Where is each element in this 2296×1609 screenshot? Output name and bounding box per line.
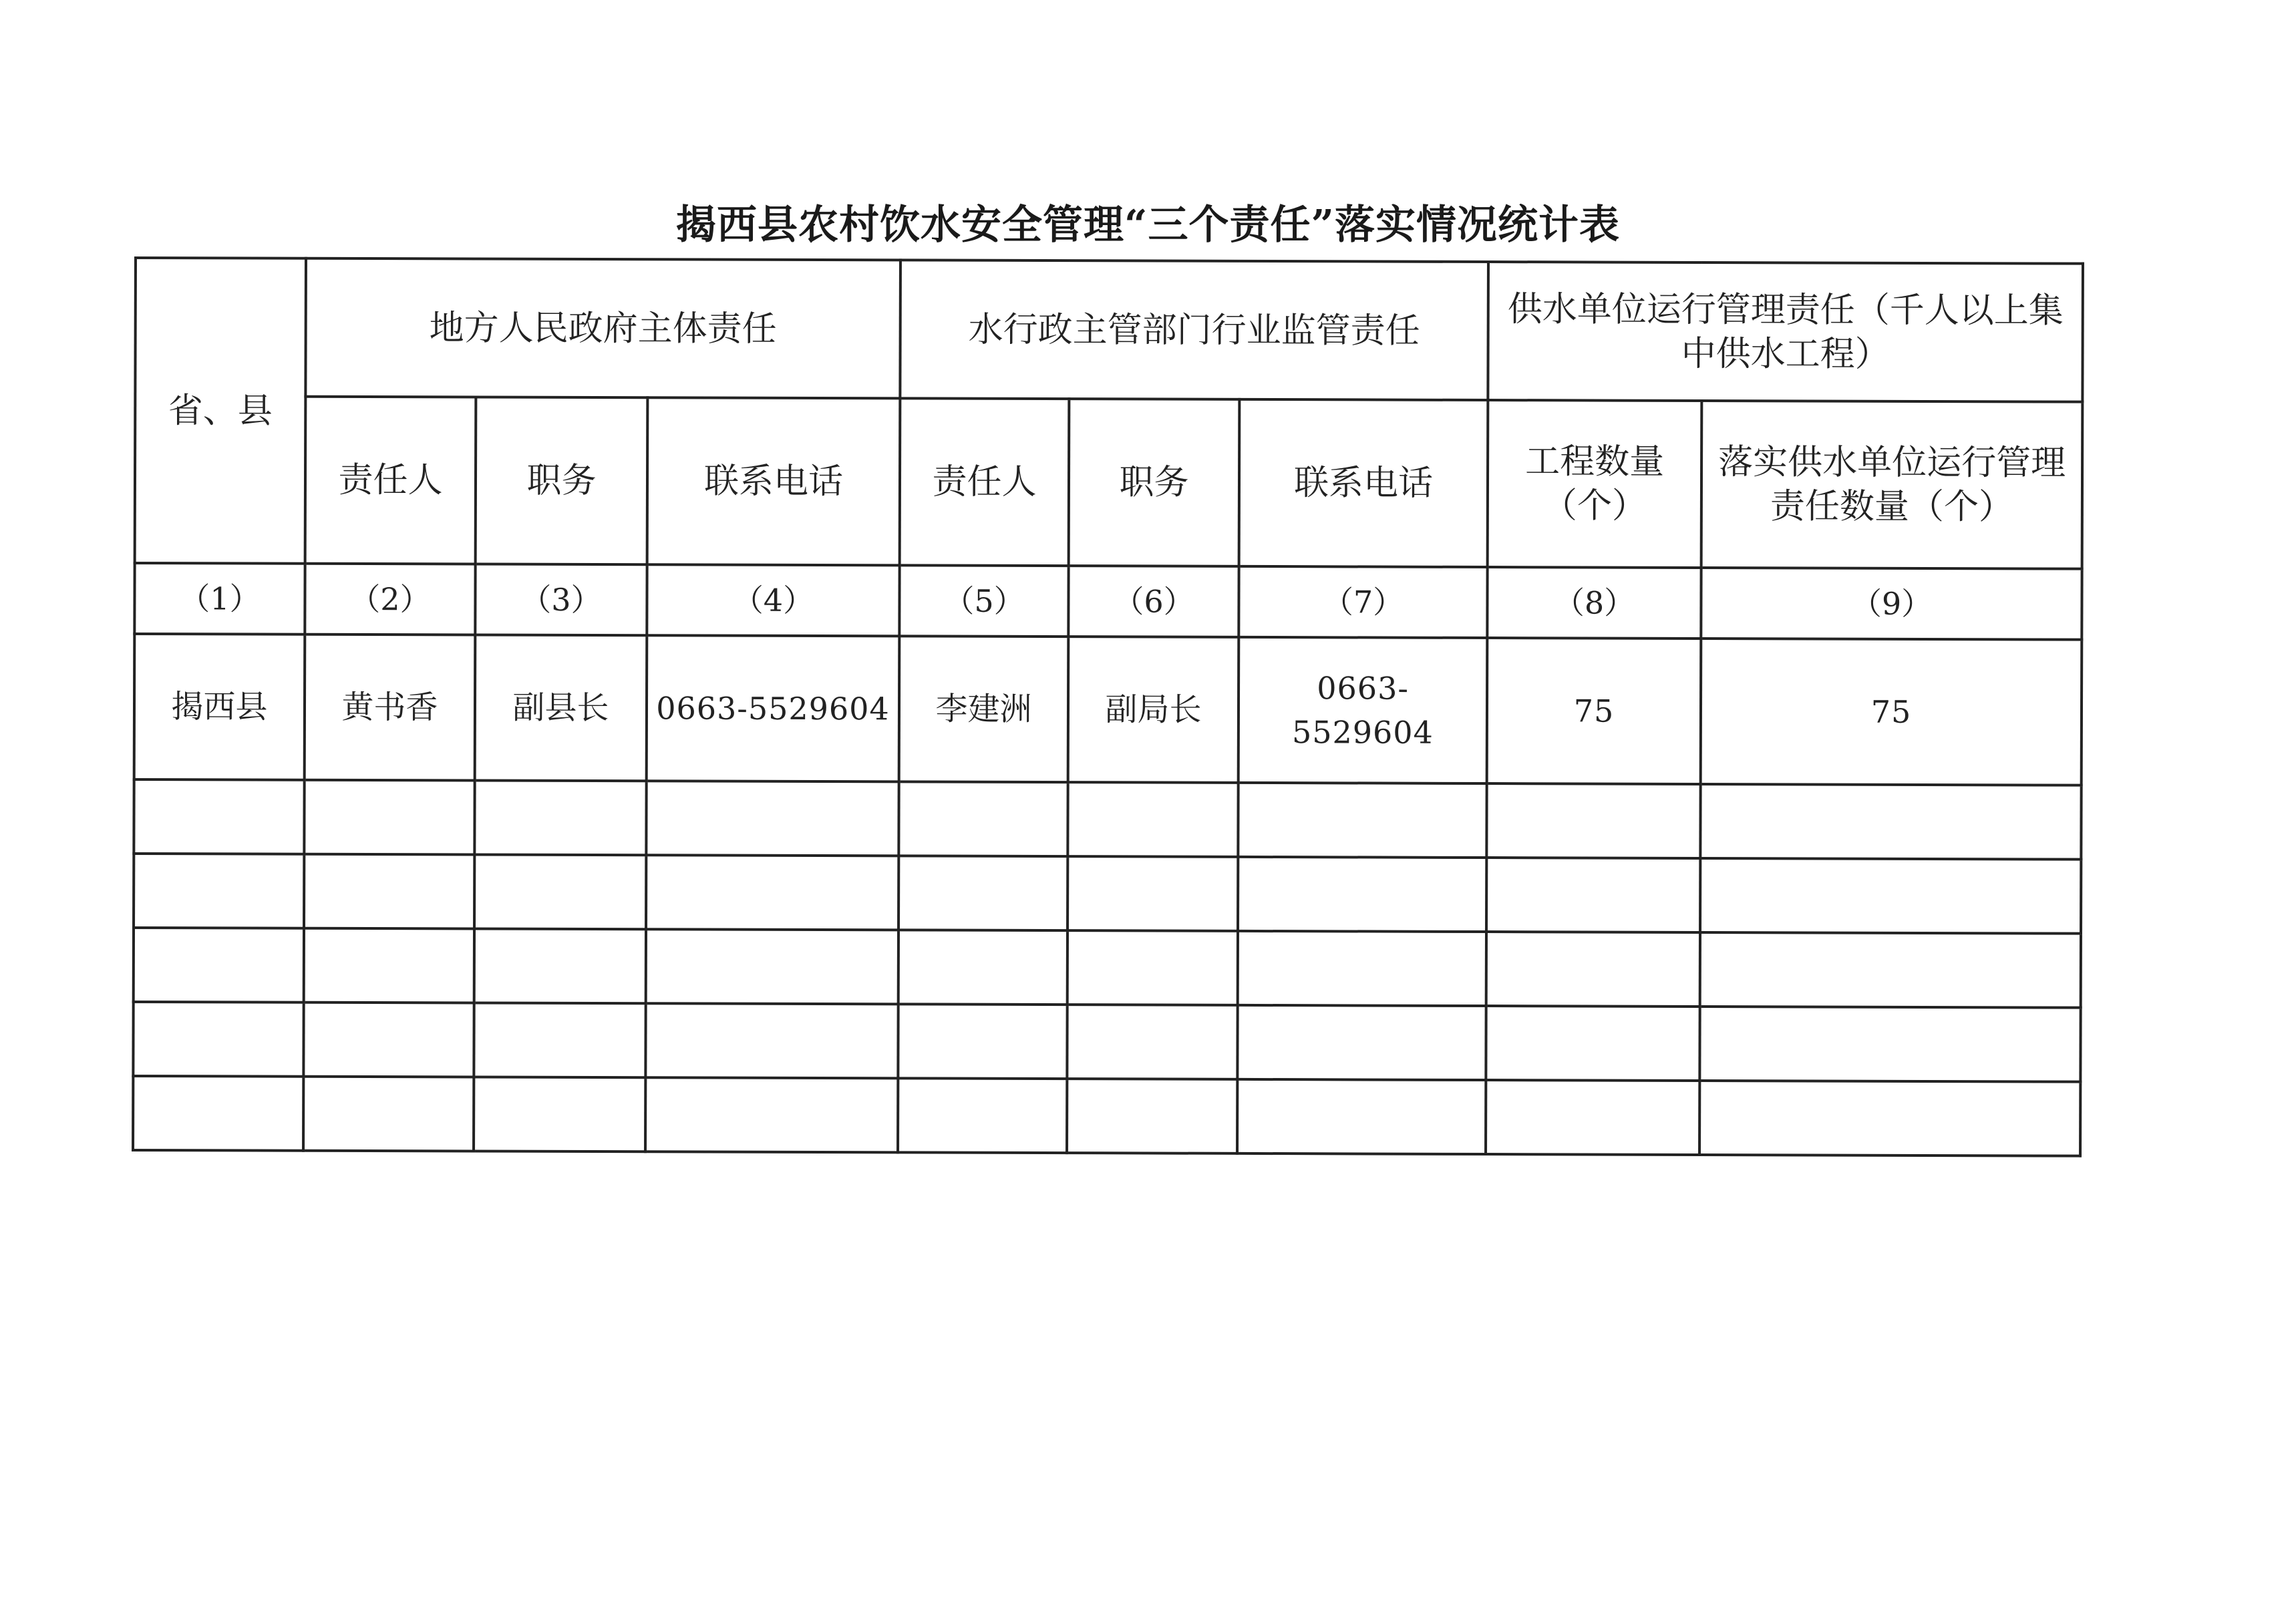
gov-person-header: 责任人 (305, 397, 476, 564)
empty-cell (898, 1078, 1067, 1153)
document-title: 揭西县农村饮水安全管理“三个责任”落实情况统计表 (675, 202, 1621, 248)
group-header-row (135, 258, 2083, 402)
empty-cell (646, 929, 898, 1004)
column-index-row (134, 563, 2082, 640)
empty-cell (474, 929, 646, 1004)
gov-title-cell: 副县长 (475, 635, 647, 781)
empty-cell (474, 781, 646, 856)
empty-cell (1238, 783, 1486, 858)
empty-cell (134, 779, 304, 854)
empty-cell (133, 1076, 303, 1151)
gov-phone-cell: 0663-5529604 (647, 635, 900, 781)
empty-cell (898, 1004, 1067, 1079)
empty-row (134, 854, 2081, 934)
column-index: （3） (475, 564, 647, 636)
empty-cell (645, 1003, 898, 1078)
empty-cell (1237, 1005, 1486, 1080)
empty-cell (1067, 1079, 1237, 1153)
empty-cell (304, 928, 474, 1003)
gov-title-header: 职务 (476, 397, 648, 565)
empty-cell (1067, 1005, 1237, 1079)
dept-title-header: 职务 (1069, 399, 1240, 566)
dept-phone-cell: 0663-5529604 (1239, 637, 1488, 783)
column-index: （2） (305, 564, 475, 635)
empty-cell (898, 930, 1068, 1005)
empty-cell (898, 781, 1068, 856)
column-index: （4） (647, 564, 899, 636)
empty-cell (134, 854, 304, 928)
column-index: （7） (1239, 566, 1487, 638)
empty-cell (1699, 1081, 2080, 1156)
empty-cell (1068, 930, 1238, 1005)
empty-row (133, 1076, 2080, 1156)
water-dept-responsibility-header: 水行政主管部门行业监管责任 (900, 260, 1488, 400)
empty-cell (303, 1077, 474, 1151)
empty-cell (133, 1002, 303, 1077)
unit-count-cell: 75 (1701, 639, 2082, 785)
empty-cell (474, 1077, 645, 1152)
empty-cell (645, 1077, 898, 1152)
column-index: （8） (1487, 567, 1701, 639)
empty-cell (1068, 856, 1238, 931)
empty-cell (646, 781, 898, 856)
empty-row (134, 928, 2081, 1008)
empty-cell (898, 856, 1068, 930)
empty-cell (1486, 1006, 1699, 1081)
government-responsibility-header: 地方人民政府主体责任 (305, 258, 900, 399)
dept-person-cell: 李建洲 (899, 636, 1069, 782)
empty-cell (1699, 1007, 2080, 1082)
sub-header-row (135, 396, 2083, 569)
region-cell: 揭西县 (134, 634, 305, 780)
empty-cell (1238, 857, 1486, 932)
column-index: （5） (899, 565, 1068, 637)
column-index: （6） (1068, 566, 1239, 637)
dept-phone-header: 联系电话 (1239, 399, 1488, 567)
empty-row (134, 779, 2081, 860)
project-count-header: 工程数量（个） (1488, 400, 1702, 568)
empty-cell (304, 854, 474, 929)
responsibility-table (132, 256, 2084, 1157)
column-index: （1） (134, 563, 305, 635)
empty-cell (1486, 783, 1700, 858)
empty-cell (1068, 782, 1238, 857)
dept-person-header: 责任人 (900, 398, 1070, 566)
empty-cell (1700, 932, 2081, 1008)
gov-person-cell: 黄书香 (305, 635, 476, 781)
region-header: 省、县 (135, 258, 306, 564)
empty-cell (1486, 932, 1700, 1007)
empty-cell (1237, 1079, 1486, 1154)
column-index: （9） (1701, 568, 2082, 640)
empty-cell (1700, 784, 2081, 860)
table-row (134, 634, 2082, 785)
supply-unit-responsibility-header: 供水单位运行管理责任（千人以上集中供水工程） (1488, 262, 2083, 402)
empty-cell (1238, 931, 1486, 1006)
dept-title-cell: 副局长 (1068, 637, 1239, 783)
empty-cell (134, 928, 304, 1003)
empty-cell (646, 855, 898, 930)
empty-cell (474, 855, 646, 930)
empty-cell (1700, 858, 2081, 934)
empty-cell (1486, 1080, 1699, 1155)
empty-cell (474, 1003, 645, 1078)
empty-row (133, 1002, 2080, 1082)
unit-count-header: 落实供水单位运行管理责任数量（个） (1701, 401, 2083, 569)
project-count-cell: 75 (1487, 638, 1701, 784)
empty-cell (1486, 858, 1700, 932)
empty-cell (304, 780, 474, 855)
empty-cell (303, 1003, 474, 1077)
gov-phone-header: 联系电话 (647, 397, 900, 565)
